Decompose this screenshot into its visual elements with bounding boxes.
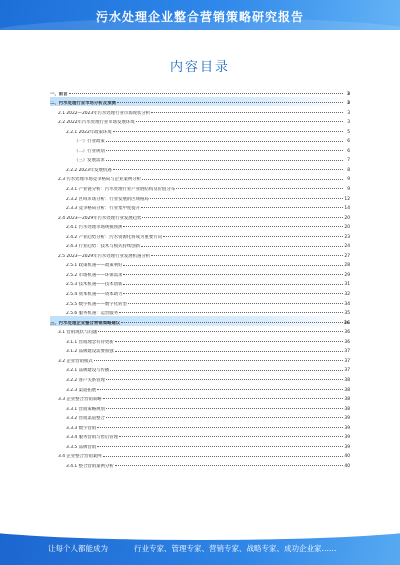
footer-slogan-left: 让每个人都能成为 [48, 544, 108, 553]
toc-entry-label: 2.4.3 行业趋势：技术与模式持续创新 [66, 244, 141, 250]
toc-entry[interactable] [50, 87, 350, 97]
toc-leader-dots [151, 252, 343, 256]
toc-entry[interactable] [50, 459, 350, 469]
toc-entry[interactable] [50, 154, 350, 164]
toc-entry[interactable] [50, 173, 350, 183]
toc-entry-label: 一、前言 [50, 91, 68, 97]
toc-entry-label: 3.3 企业整合营销策略 [58, 397, 102, 403]
toc-entry[interactable] [50, 335, 350, 345]
toc-heading: 内容目录 [169, 60, 230, 75]
toc-entry[interactable] [50, 316, 350, 326]
toc-entry-label: 2.5.4 资本机遇——资本助力 [66, 292, 123, 298]
toc-entry-label: 2.3.1 产业链分析：污水处理行业产业链结构及价值分布 [66, 187, 176, 193]
toc-entry-label: 2.3.3 竞争格局分析：行业集中度提升 [66, 206, 141, 212]
footer-curve [0, 528, 400, 540]
toc-entry[interactable] [50, 326, 350, 336]
toc-entry-page: 39 [344, 444, 350, 450]
toc-entry-label: 2.5.2 市场机遇——环保需求 [66, 272, 123, 278]
toc-entry[interactable] [50, 202, 350, 212]
toc-entry-page: 5 [347, 129, 350, 135]
toc-entry-page: 36 [344, 330, 350, 336]
toc-leader-dots [123, 271, 343, 275]
toc-entry-page: 9 [347, 177, 350, 183]
toc-entry-label: （三）发展需求 [74, 158, 105, 164]
toc-leader-dots [97, 386, 343, 390]
toc-leader-dots [119, 309, 343, 313]
toc-entry-page: 14 [344, 206, 350, 212]
toc-leader-dots [97, 443, 343, 447]
toc-entry-page: 34 [344, 301, 350, 307]
toc-entry-label: 2.5 2023—2029年污水处理行业发展机遇分析 [58, 253, 151, 259]
toc-entry-page: 36 [343, 320, 350, 326]
toc-entry[interactable] [50, 297, 350, 307]
toc-entry[interactable] [50, 450, 350, 460]
toc-entry[interactable] [50, 402, 350, 412]
toc-entry-label: 3.3.4 服务营销与售后管理 [66, 435, 119, 441]
toc-leader-dots [106, 414, 343, 418]
toc-entry[interactable] [50, 230, 350, 240]
toc-leader-dots [150, 195, 343, 199]
toc-entry-label: 三、污水处理企业整合营销策略建议 [50, 320, 121, 326]
toc-leader-dots [117, 99, 343, 103]
toc-entry-page: 37 [344, 368, 350, 374]
footer-slogan-right: 行业专家、管理专家、营销专家、战略专家、成功企业家…… [134, 544, 337, 553]
toc-entry-label: （一）行业政策 [74, 139, 105, 145]
toc-entry-label: 2.2 2022年污水处理行业市场发展环境 [58, 120, 135, 126]
toc-entry-page: 35 [344, 311, 350, 317]
toc-leader-dots [98, 328, 343, 332]
toc-entry-label: 2.5.6 服务机遇：运营服务 [66, 311, 119, 317]
toc-list [50, 87, 350, 469]
toc-entry-page: 37 [344, 349, 350, 355]
toc-entry-page: 6 [347, 139, 350, 145]
toc-entry-page: 38 [344, 406, 350, 412]
toc-leader-dots [115, 462, 343, 466]
toc-entry[interactable] [50, 125, 350, 135]
toc-entry[interactable] [50, 287, 350, 297]
toc-leader-dots [69, 90, 343, 94]
toc-entry-label: 3.3.5 品牌营销 [66, 444, 97, 450]
toc-leader-dots [121, 319, 343, 323]
toc-leader-dots [176, 185, 343, 189]
toc-entry-label: 3.2.1 品牌建设与传播 [66, 368, 110, 374]
toc-entry-label: 3.3.2 营销渠道整合 [66, 416, 105, 422]
toc-entry-page: 39 [344, 435, 350, 441]
toc-entry[interactable] [50, 278, 350, 288]
toc-leader-dots [123, 281, 343, 285]
toc-entry[interactable] [50, 259, 350, 269]
toc-entry[interactable] [50, 97, 350, 107]
toc-entry-page: 20 [344, 215, 350, 221]
toc-entry-label: 2.3.2 区域市场分析：行业发展的区域格局 [66, 196, 149, 202]
toc-entry-label: 3.4 企业整合营销案例 [58, 454, 102, 460]
toc-leader-dots [97, 424, 343, 428]
toc-leader-dots [110, 367, 343, 371]
toc-entry-page: 40 [344, 463, 350, 469]
toc-entry[interactable] [50, 421, 350, 431]
toc-entry[interactable] [50, 364, 350, 374]
toc-entry-page: 32 [344, 292, 350, 298]
toc-entry-page: 7 [347, 158, 350, 164]
toc-leader-dots [142, 214, 343, 218]
toc-leader-dots [113, 166, 343, 170]
toc-entry-page: 29 [344, 272, 350, 278]
toc-entry[interactable] [50, 116, 350, 126]
toc-leader-dots [106, 405, 343, 409]
toc-entry-page: 38 [344, 397, 350, 403]
toc-entry-page: 24 [344, 244, 350, 250]
toc-entry[interactable] [50, 211, 350, 221]
toc-entry-label: 2.4.1 污水处理市场规模预测 [66, 225, 123, 231]
toc-entry-page: 39 [344, 425, 350, 431]
toc-entry-label: 2.4 2023—2029年污水处理行业发展趋势 [58, 215, 142, 221]
toc-entry[interactable] [50, 268, 350, 278]
toc-leader-dots [106, 138, 343, 142]
toc-entry-page: 3 [347, 120, 350, 126]
toc-entry-page: 3 [346, 101, 350, 107]
toc-entry-page: 38 [344, 377, 350, 383]
toc-entry-label: 2.3 污水处理市场竞争格局与企业案例分析 [58, 177, 142, 183]
toc-entry-page: 8 [347, 167, 350, 173]
toc-entry-page: 23 [344, 234, 350, 240]
toc-entry-label: 3.3.3 数字营销 [66, 425, 97, 431]
toc-leader-dots [136, 118, 343, 122]
toc-entry[interactable] [50, 106, 350, 116]
toc-leader-dots [94, 357, 343, 361]
toc-entry-page: 39 [344, 416, 350, 422]
toc-leader-dots [141, 204, 343, 208]
toc-entry[interactable] [50, 354, 350, 364]
toc-leader-dots [103, 395, 343, 399]
toc-entry-label: 2.5.3 技术机遇——技术创新 [66, 282, 123, 288]
toc-entry[interactable] [50, 144, 350, 154]
toc-entry[interactable] [50, 249, 350, 259]
toc-leader-dots [123, 262, 343, 266]
toc-entry-label: 3.1.1 营销理念有待更新 [66, 339, 114, 345]
toc-entry[interactable] [50, 383, 350, 393]
toc-leader-dots [106, 376, 343, 380]
toc-entry-page: 40 [344, 454, 350, 460]
toc-entry-label: 2.4.2 产业趋势分析：污水资源化将成为重要方向 [66, 234, 162, 240]
toc-entry-page: 12 [344, 196, 350, 202]
toc-entry[interactable] [50, 431, 350, 441]
document-title: 污水处理企业整合营销策略研究报告 [95, 10, 304, 24]
toc-leader-dots [151, 109, 343, 113]
toc-entry[interactable] [50, 440, 350, 450]
toc-entry-label: 3.2.3 渠道拓展 [66, 387, 97, 393]
toc-leader-dots [142, 176, 343, 180]
toc-entry-label: 2.5.5 数字机遇——数字化转型 [66, 301, 127, 307]
toc-entry[interactable] [50, 163, 350, 173]
toc-entry[interactable] [50, 412, 350, 422]
toc-entry[interactable] [50, 192, 350, 202]
toc-leader-dots [106, 147, 343, 151]
toc-entry[interactable] [50, 221, 350, 231]
toc-entry-label: （二）行业规划 [74, 148, 105, 154]
toc-entry-page: 6 [347, 148, 350, 154]
toc-entry-page: 38 [344, 387, 350, 393]
toc-entry-page: 37 [344, 358, 350, 364]
toc-entry-page: 3 [346, 91, 350, 97]
toc-leader-dots [119, 433, 343, 437]
toc-leader-dots [163, 233, 343, 237]
toc-entry[interactable] [50, 345, 350, 355]
toc-leader-dots [123, 290, 343, 294]
toc-entry-page: 27 [344, 253, 350, 259]
toc-entry-label: 3.3.1 营销策略规划 [66, 406, 105, 412]
toc-entry-page: 36 [344, 339, 350, 345]
toc-entry[interactable] [50, 373, 350, 383]
toc-entry-label: 3.1.2 品牌建设需要加强 [66, 349, 114, 355]
toc-entry-page: 9 [347, 187, 350, 193]
toc-entry-label: 2.5.1 政策机遇——政策利好 [66, 263, 123, 269]
toc-entry[interactable] [50, 182, 350, 192]
toc-entry-label: 二、污水处理行业市场分析及预测 [50, 101, 116, 107]
toc-entry[interactable] [50, 393, 350, 403]
toc-entry-label: 3.1 营销现状与问题 [58, 330, 98, 336]
toc-leader-dots [103, 453, 343, 457]
toc-entry-label: 3.2 企业营销模式 [58, 358, 93, 364]
toc-entry-page: 20 [344, 225, 350, 231]
toc-entry-label: 3.4.1 整合营销案例分析 [66, 463, 114, 469]
toc-leader-dots [115, 348, 343, 352]
toc-leader-dots [123, 223, 343, 227]
toc-entry-page: 31 [344, 282, 350, 288]
toc-entry[interactable] [50, 135, 350, 145]
toc-leader-dots [141, 243, 343, 247]
toc-entry-label: 2.2.2 2023年发展机遇 [66, 167, 112, 173]
toc-entry-label: 2.1 2022—2023年污水处理行业市场现状分析 [58, 110, 151, 116]
toc-entry[interactable] [50, 307, 350, 317]
toc-leader-dots [128, 300, 343, 304]
toc-leader-dots [106, 157, 343, 161]
toc-leader-dots [115, 338, 343, 342]
toc-entry[interactable] [50, 240, 350, 250]
toc-entry-page: 28 [344, 263, 350, 269]
toc-entry-label: 3.2.2 客户关系管理 [66, 377, 105, 383]
toc-entry-page: 3 [347, 110, 350, 116]
toc-leader-dots [113, 128, 343, 132]
toc-entry-label: 2.2.1 2022年政策环境 [66, 129, 112, 135]
